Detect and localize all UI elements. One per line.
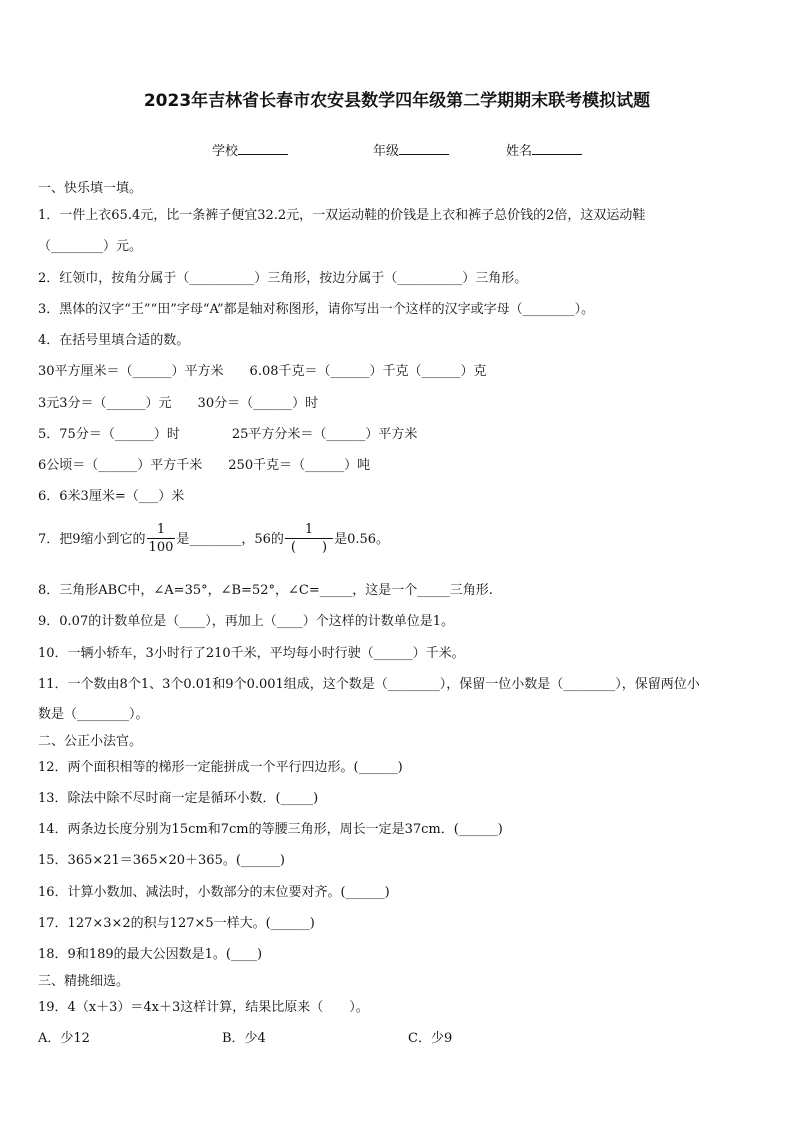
grade-blank[interactable] (399, 142, 449, 155)
question-17: 17．127×3×2的积与127×5一样大。(______) (38, 916, 315, 931)
question-14: 14．两条边长度分别为15cm和7cm的等腰三角形，周长一定是37cm．(______) (38, 822, 503, 837)
name-label: 姓名 (506, 144, 533, 159)
q7-prefix: 7．把9缩小到它的 (38, 532, 146, 547)
page-title: 2023年吉林省长春市农安县数学四年级第二学期期末联考模拟试题 (143, 91, 651, 111)
question-12: 12．两个面积相等的梯形一定能拼成一个平行四边形。(______) (38, 760, 403, 775)
question-7 (38, 522, 389, 557)
school-label: 学校 (212, 144, 239, 159)
question-3: 3．黑体的汉字“王”“田”字母“A”都是轴对称图形，请你写出一个这样的汉字或字母（________）。 (38, 302, 595, 317)
fraction-denominator: 100 (148, 540, 174, 555)
question-19: 19．4（x＋3）＝4x＋3这样计算，结果比原来（ ）。 (38, 1000, 369, 1015)
name-blank[interactable] (532, 142, 582, 155)
grade-field (373, 140, 449, 159)
question-4: 4．在括号里填合适的数。 (38, 333, 190, 348)
option-c[interactable]: C．少9 (408, 1031, 453, 1046)
q7-suffix: 是0.56。 (334, 532, 390, 547)
question-1: 1．一件上衣65.4元，比一条裤子便宜32.2元，一双运动鞋的价钱是上衣和裤子总价钱的2倍，这双运动鞋 (38, 208, 646, 223)
fraction-1-100 (147, 522, 176, 557)
fraction-blank (285, 522, 333, 557)
school-field (212, 140, 288, 159)
fraction-numerator: 1 (156, 522, 166, 537)
question-10: 10．一辆小轿车，3小时行了210千米，平均每小时行驶（______）千米。 (38, 646, 465, 661)
question-4-line-b: 3元3分＝（______）元 30分＝（______）时 (38, 396, 319, 411)
question-15: 15．365×21＝365×20＋365。(______) (38, 853, 285, 868)
question-2: 2．红领巾，按角分属于（__________）三角形，按边分属于（__________）三角形。 (38, 271, 528, 286)
option-b[interactable]: B．少4 (222, 1031, 266, 1046)
question-6: 6．6米3厘米=（___）米 (38, 489, 185, 504)
question-5: 5．75分＝（______）时 25平方分米＝（______）平方米 (38, 427, 418, 442)
question-16: 16．计算小数加、减法时，小数部分的末位要对齐。(______) (38, 885, 390, 900)
question-5-line-b: 6公顷＝（______）平方千米 250千克＝（______）吨 (38, 458, 371, 473)
grade-label: 年级 (373, 144, 400, 159)
question-13: 13．除法中除不尽时商一定是循环小数．(_____) (38, 791, 319, 806)
fraction-denominator-blank[interactable]: ( ) (285, 538, 333, 557)
school-blank[interactable] (238, 142, 288, 155)
question-11-cont: 数是（________）。 (38, 707, 149, 722)
section-heading: 二、公正小法官。 (38, 734, 143, 749)
question-8: 8．三角形ABC中，∠A=35°，∠B=52°，∠C=_____，这是一个_____三角形. (38, 583, 493, 598)
section-heading: 三、精挑细选。 (38, 974, 130, 989)
section-heading: 一、快乐填一填。 (38, 181, 143, 196)
name-field (506, 140, 582, 159)
question-9: 9．0.07的计数单位是（____），再加上（____）个这样的计数单位是1。 (38, 614, 454, 629)
fraction-numerator: 1 (304, 522, 314, 537)
question-18: 18．9和189的最大公因数是1。(____) (38, 947, 263, 962)
question-1-cont: （________）元。 (38, 239, 143, 254)
question-11: 11．一个数由8个1、3个0.01和9个0.001组成，这个数是（________），保留一位小数是（________），保留两位小 (38, 677, 700, 692)
question-4-line-a: 30平方厘米＝（______）平方米 6.08千克＝（______）千克（______）克 (38, 364, 487, 379)
q7-middle: 是________，56的 (176, 532, 284, 547)
option-a[interactable]: A．少12 (38, 1031, 90, 1046)
